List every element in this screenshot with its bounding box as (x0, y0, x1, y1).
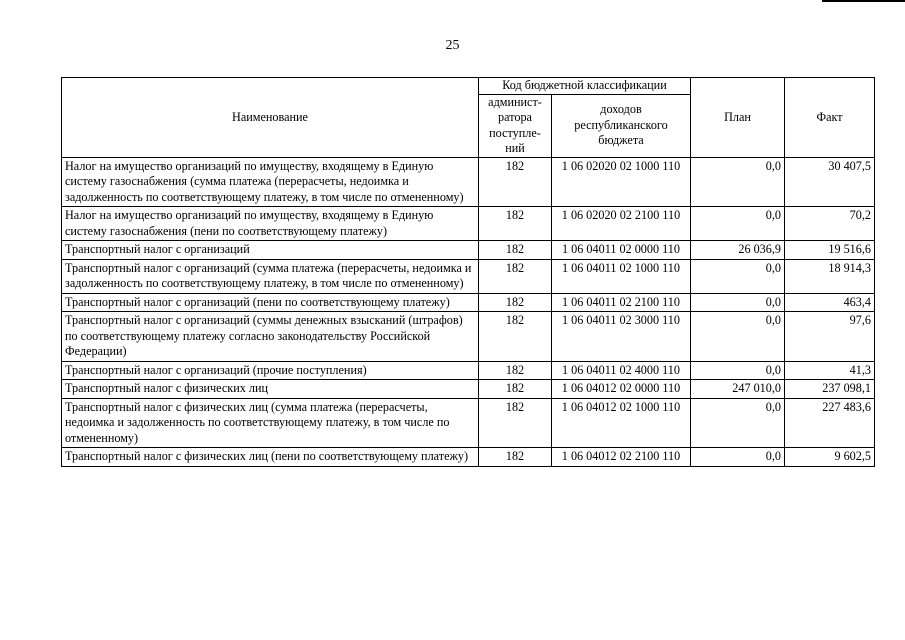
row-fact: 227 483,6 (785, 398, 875, 448)
row-fact: 463,4 (785, 293, 875, 312)
row-plan: 26 036,9 (691, 241, 785, 260)
table-row (62, 259, 875, 293)
row-admin-code: 182 (479, 241, 552, 260)
row-income-code: 1 06 04012 02 0000 110 (552, 380, 691, 399)
row-admin-code: 182 (479, 448, 552, 467)
row-plan: 0,0 (691, 157, 785, 207)
row-name: Транспортный налог с организаций (прочие поступления) (62, 361, 479, 380)
row-income-code: 1 06 02020 02 1000 110 (552, 157, 691, 207)
table-row (62, 312, 875, 362)
row-name: Транспортный налог с организаций (суммы денежных взысканий (штрафов) по соответствующему платежу согласно законодательству Российской Федерации) (62, 312, 479, 362)
row-income-code: 1 06 04011 02 3000 110 (552, 312, 691, 362)
row-name: Транспортный налог с физических лиц (сумма платежа (перерасчеты, недоимка и задолженность по соответствующему платежу, в том числе по отмененному) (62, 398, 479, 448)
row-plan: 247 010,0 (691, 380, 785, 399)
row-fact: 97,6 (785, 312, 875, 362)
row-admin-code: 182 (479, 157, 552, 207)
row-admin-code: 182 (479, 398, 552, 448)
row-income-code: 1 06 04011 02 1000 110 (552, 259, 691, 293)
row-name: Транспортный налог с физических лиц (62, 380, 479, 399)
table-row (62, 398, 875, 448)
table-body (62, 157, 875, 466)
row-admin-code: 182 (479, 312, 552, 362)
row-fact: 9 602,5 (785, 448, 875, 467)
row-admin-code: 182 (479, 207, 552, 241)
header-plan: План (691, 78, 785, 158)
header-income: доходов республиканского бюджета (552, 94, 691, 157)
table-row (62, 380, 875, 399)
row-name: Налог на имущество организаций по имуществу, входящему в Единую систему газоснабжения (сумма платежа (перерасчеты, недоимка и задолженность по соответствующему платежу, в том числе по отмененному) (62, 157, 479, 207)
row-income-code: 1 06 02020 02 2100 110 (552, 207, 691, 241)
row-plan: 0,0 (691, 259, 785, 293)
table-row (62, 241, 875, 260)
row-income-code: 1 06 04011 02 2100 110 (552, 293, 691, 312)
row-admin-code: 182 (479, 259, 552, 293)
row-plan: 0,0 (691, 398, 785, 448)
row-plan: 0,0 (691, 448, 785, 467)
row-income-code: 1 06 04011 02 0000 110 (552, 241, 691, 260)
row-fact: 18 914,3 (785, 259, 875, 293)
row-plan: 0,0 (691, 207, 785, 241)
row-income-code: 1 06 04012 02 1000 110 (552, 398, 691, 448)
header-classification: Код бюджетной классификации (479, 78, 691, 95)
row-plan: 0,0 (691, 293, 785, 312)
table-row (62, 293, 875, 312)
header-fact: Факт (785, 78, 875, 158)
row-plan: 0,0 (691, 312, 785, 362)
row-admin-code: 182 (479, 293, 552, 312)
budget-table (61, 77, 875, 467)
top-rule (822, 0, 905, 2)
header-admin: админист-ратора поступле-ний (479, 94, 552, 157)
row-name: Транспортный налог с организаций (сумма платежа (перерасчеты, недоимка и задолженность по соответствующему платежу, в том числе по отмененному) (62, 259, 479, 293)
row-admin-code: 182 (479, 380, 552, 399)
row-fact: 70,2 (785, 207, 875, 241)
row-fact: 30 407,5 (785, 157, 875, 207)
header-name: Наименование (62, 78, 479, 158)
row-fact: 41,3 (785, 361, 875, 380)
row-admin-code: 182 (479, 361, 552, 380)
row-name: Транспортный налог с организаций (пени по соответствующему платежу) (62, 293, 479, 312)
row-plan: 0,0 (691, 361, 785, 380)
table-header (62, 78, 875, 158)
row-income-code: 1 06 04012 02 2100 110 (552, 448, 691, 467)
row-fact: 19 516,6 (785, 241, 875, 260)
table-row (62, 361, 875, 380)
row-name: Налог на имущество организаций по имуществу, входящему в Единую систему газоснабжения (пени по соответствующему платежу) (62, 207, 479, 241)
row-name: Транспортный налог с организаций (62, 241, 479, 260)
table-row (62, 207, 875, 241)
row-income-code: 1 06 04011 02 4000 110 (552, 361, 691, 380)
row-name: Транспортный налог с физических лиц (пени по соответствующему платежу) (62, 448, 479, 467)
row-fact: 237 098,1 (785, 380, 875, 399)
table-row (62, 157, 875, 207)
page-number: 25 (445, 38, 460, 53)
table-row (62, 448, 875, 467)
